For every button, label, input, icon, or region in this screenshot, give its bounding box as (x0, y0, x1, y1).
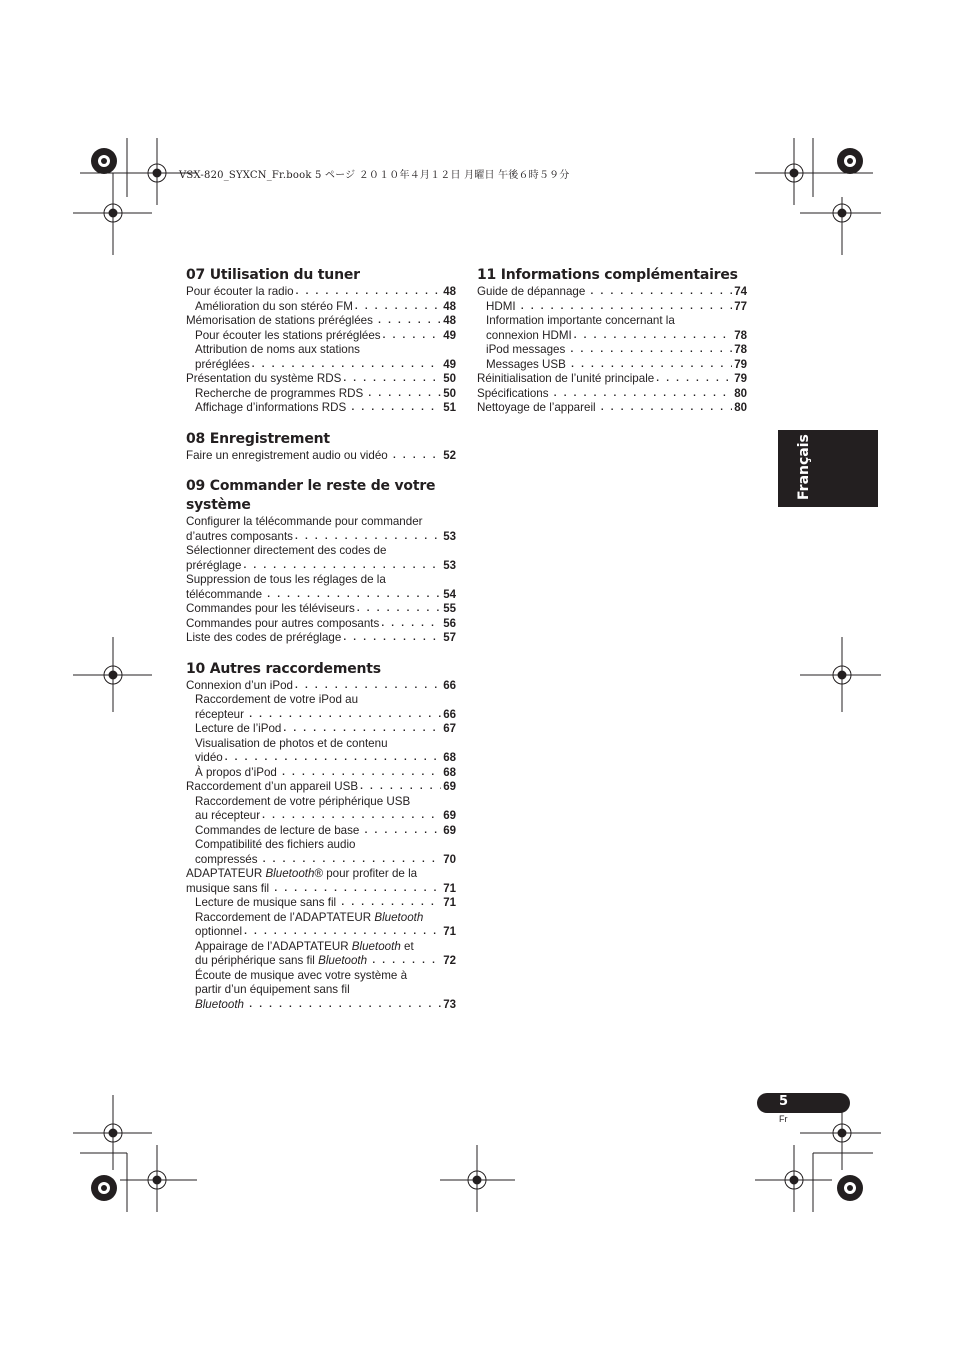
toc-leader-dots (351, 401, 441, 416)
toc-leader-dots (383, 329, 442, 344)
toc-entry-label: HDMI (486, 299, 519, 313)
toc-entry[interactable] (186, 954, 456, 969)
toc-entry-label: Connexion d’un iPod (186, 678, 293, 692)
toc-leader-dots (393, 449, 441, 464)
toc-entry[interactable] (186, 679, 456, 694)
toc-entry-label: récepteur (195, 707, 248, 721)
toc-page-number: 51 (443, 402, 456, 414)
toc-entry[interactable] (186, 969, 456, 984)
toc-entry-label: préréglage (186, 558, 242, 572)
toc-entry-label: iPod messages (486, 343, 569, 356)
toc-entry[interactable] (186, 983, 456, 998)
toc-page-number: 71 (443, 882, 456, 895)
toc-entry[interactable] (477, 401, 747, 416)
toc-leader-dots (521, 300, 732, 315)
toc-page-number: 69 (443, 781, 456, 793)
toc-entry-label: d’autres composants (186, 529, 293, 543)
toc-entry[interactable] (186, 300, 456, 315)
toc-entry-label: Suppression de tous les réglages de la (186, 573, 386, 586)
toc-entry[interactable] (186, 573, 456, 588)
toc-leader-dots (378, 314, 441, 329)
toc-entry-label: au récepteur (195, 809, 261, 822)
toc-entry[interactable] (186, 766, 456, 781)
toc-entry[interactable] (477, 314, 747, 329)
toc-leader-dots (252, 358, 441, 373)
toc-entry[interactable] (186, 617, 456, 632)
toc-leader-dots (343, 372, 441, 387)
toc-entry[interactable] (477, 358, 747, 373)
toc-page-number: 56 (443, 617, 456, 630)
toc-page-number: 48 (443, 300, 456, 313)
toc-entry-label: Information importante concernant la (486, 314, 675, 327)
toc-entry-label: Sélectionner directement des codes de (186, 544, 387, 557)
toc-leader-dots (372, 954, 441, 969)
toc-leader-dots (249, 708, 441, 723)
toc-entry[interactable] (186, 708, 456, 723)
toc-page-number: 70 (443, 853, 456, 866)
toc-leader-dots (225, 751, 441, 766)
toc-leader-dots (263, 853, 441, 868)
toc-page-number: 52 (443, 449, 456, 462)
toc-page-number: 69 (443, 810, 456, 822)
toc-entry[interactable] (477, 329, 747, 344)
toc-leader-dots (295, 679, 441, 694)
toc-entry[interactable] (186, 795, 456, 810)
toc-entry-label: musique sans fil (186, 881, 273, 895)
toc-entry-label: Guide de dépannage (477, 285, 589, 298)
toc-entry-label: Commandes pour les téléviseurs (186, 602, 355, 615)
toc-section (186, 660, 456, 1013)
toc-entry-label: Configurer la télécommande pour commander (186, 515, 423, 528)
toc-entry-label: Faire un enregistrement audio ou vidéo (186, 448, 391, 462)
toc-entry-label: Spécifications (477, 386, 552, 400)
toc-entry[interactable] (186, 387, 456, 402)
section-title: 07 Utilisation du tuner (186, 267, 360, 283)
toc-leader-dots (355, 300, 441, 315)
toc-entry-label: Commandes de lecture de base (195, 823, 363, 837)
toc-page-number: 80 (734, 387, 747, 400)
toc-entry[interactable] (186, 559, 456, 574)
toc-page-number: 68 (443, 752, 456, 764)
toc-entry[interactable] (186, 530, 456, 545)
toc-page-number: 72 (443, 955, 456, 967)
toc-entry[interactable] (477, 343, 747, 358)
toc-page-number: 67 (443, 723, 456, 735)
toc-page-number: 80 (734, 402, 747, 414)
toc-page-number: 49 (443, 358, 456, 371)
toc-leader-dots (249, 998, 441, 1013)
toc-entry[interactable] (477, 387, 747, 402)
language-tab (778, 430, 878, 507)
toc-entry-label: Recherche de programmes RDS (195, 386, 367, 400)
toc-page-number: 50 (443, 387, 456, 400)
toc-page-number: 57 (443, 632, 456, 644)
toc-entry[interactable] (186, 751, 456, 766)
toc-entry-label: Bluetooth (195, 997, 244, 1011)
toc-entry-label: connexion HDMI (486, 328, 572, 342)
toc-leader-dots (360, 780, 441, 795)
toc-entry-label: partir d’un équipement sans fil (195, 983, 350, 996)
toc-leader-dots (282, 766, 441, 781)
toc-leader-dots (244, 925, 441, 940)
toc-entry[interactable] (186, 401, 456, 416)
toc-entry[interactable] (186, 780, 456, 795)
toc-section (186, 477, 456, 646)
toc-entry-label: Présentation du système RDS (186, 372, 342, 385)
toc-entry-label: Réinitialisation de l’unité principale (477, 372, 655, 385)
toc-page-number: 66 (443, 708, 456, 721)
toc-leader-dots (365, 824, 442, 839)
toc-leader-dots (295, 530, 441, 545)
toc-entry[interactable] (186, 693, 456, 708)
toc-entry-label: Liste des codes de préréglage (186, 631, 342, 644)
toc-page-number: 78 (734, 329, 747, 342)
toc-page-number: 55 (443, 603, 456, 615)
toc-leader-dots (283, 722, 441, 737)
toc-entry[interactable] (186, 449, 456, 464)
page-number-pill (757, 1093, 850, 1113)
toc-entry-label: Lecture de l’iPod (195, 722, 282, 735)
toc-entry[interactable] (186, 631, 456, 646)
toc-entry-label: Raccordement de votre iPod au (195, 693, 359, 706)
toc-leader-dots (601, 401, 732, 416)
toc-entry[interactable] (186, 882, 456, 897)
toc-page-number: 53 (443, 559, 456, 572)
toc-entry[interactable] (186, 285, 456, 300)
toc-entry[interactable] (186, 372, 456, 387)
toc-entry-label: À propos d’iPod (195, 765, 281, 779)
toc-page-number: 66 (443, 679, 456, 692)
toc-entry[interactable] (186, 838, 456, 853)
toc-leader-dots (243, 559, 441, 574)
toc-page-number: 50 (443, 373, 456, 385)
toc-entry[interactable] (186, 358, 456, 373)
toc-entry-label: Attribution de noms aux stations (195, 343, 360, 356)
toc-entry-label: Raccordement d’un appareil USB (186, 780, 359, 793)
toc-entry[interactable] (477, 372, 747, 387)
section-title: 09 Commander le reste de votre système (186, 478, 436, 513)
toc-section (186, 266, 456, 416)
toc-entry-label: Pour écouter la radio (186, 285, 294, 298)
toc-leader-dots (381, 617, 441, 632)
toc-entry-label: Écoute de musique avec votre système à (195, 968, 408, 982)
toc-entry-label: compressés (195, 852, 261, 866)
toc-leader-dots (368, 387, 441, 402)
page-language: Fr (779, 1114, 788, 1124)
toc-entry-label: préréglées (195, 357, 250, 371)
toc-entry-label: Compatibilité des fichiers audio (195, 838, 356, 851)
toc-entry[interactable] (186, 515, 456, 530)
toc-entry-label: Nettoyage de l’appareil (477, 401, 599, 414)
toc-entry-label: Lecture de musique sans fil (195, 896, 340, 909)
toc-entry-label: Visualisation de photos et de contenu (195, 736, 388, 750)
toc-page-number: 54 (443, 588, 456, 601)
toc-entry-label: vidéo (195, 751, 223, 764)
toc-page-number: 73 (443, 998, 456, 1011)
toc-entry[interactable] (186, 998, 456, 1013)
toc-leader-dots (296, 285, 442, 300)
toc-leader-dots (574, 329, 733, 344)
toc-entry[interactable] (186, 602, 456, 617)
section-title: 11 Informations complémentaires (477, 267, 738, 283)
toc-entry-label: Raccordement de l’ADAPTATEUR Bluetooth (195, 910, 424, 924)
toc-leader-dots (267, 588, 441, 603)
toc-leader-dots (554, 387, 732, 402)
toc-page-number: 79 (734, 358, 747, 371)
toc-leader-dots (343, 631, 441, 646)
toc-entry[interactable] (186, 809, 456, 824)
toc-section (477, 266, 747, 416)
toc-leader-dots (341, 896, 441, 911)
toc-entry-label: Affichage d’informations RDS (195, 401, 350, 414)
toc-entry[interactable] (186, 867, 456, 882)
toc-entry[interactable] (186, 544, 456, 559)
toc-page-number: 48 (443, 315, 456, 327)
toc-page-number: 69 (443, 824, 456, 837)
toc-entry[interactable] (186, 824, 456, 839)
section-title: 10 Autres raccordements (186, 660, 381, 677)
toc-entry[interactable] (186, 722, 456, 737)
toc-section (186, 430, 456, 464)
toc-page-number: 48 (443, 286, 456, 298)
toc-entry-label: ADAPTATEUR Bluetooth® pour profiter de la (186, 867, 418, 880)
toc-entry[interactable] (186, 940, 456, 955)
toc-leader-dots (571, 358, 732, 373)
toc-entry-label: télécommande (186, 587, 266, 601)
toc-entry-label: Commandes pour autres composants (186, 616, 380, 630)
toc-entry[interactable] (186, 853, 456, 868)
toc-page-number: 71 (443, 897, 456, 909)
toc-right-column (477, 266, 747, 430)
toc-entry[interactable] (477, 300, 747, 315)
toc-leader-dots (262, 809, 441, 824)
toc-entry[interactable] (186, 314, 456, 329)
toc-leader-dots (274, 882, 441, 897)
print-header: VSX-820_SYXCN_Fr.book 5 ページ ２０１０年４月１２日 月曜日 午後６時５９分 (179, 170, 570, 181)
toc-entry[interactable] (477, 285, 747, 300)
toc-leader-dots (357, 602, 441, 617)
toc-page-number: 68 (443, 766, 456, 779)
language-tab-label: Français (796, 434, 812, 500)
toc-entry-label: Messages USB (486, 357, 570, 371)
toc-entry-label: Raccordement de votre périphérique USB (195, 794, 411, 808)
toc-leader-dots (656, 372, 732, 387)
toc-entry[interactable] (186, 896, 456, 911)
toc-page-number: 49 (443, 329, 456, 342)
toc-page-number: 77 (734, 300, 747, 313)
toc-left-column (186, 266, 456, 1026)
toc-entry-label: optionnel (195, 925, 243, 938)
toc-page-number: 74 (734, 286, 747, 298)
toc-leader-dots (571, 343, 733, 358)
toc-page-number: 79 (734, 373, 747, 385)
toc-entry[interactable] (186, 343, 456, 358)
toc-entry[interactable] (186, 329, 456, 344)
toc-entry-label: du périphérique sans fil Bluetooth (195, 954, 368, 967)
toc-entry[interactable] (186, 737, 456, 752)
toc-page-number: 71 (443, 926, 456, 938)
toc-entry[interactable] (186, 925, 456, 940)
toc-page-number: 78 (734, 344, 747, 356)
page-number: 5 (779, 1094, 789, 1109)
toc-page-number: 53 (443, 530, 456, 543)
toc-entry[interactable] (186, 588, 456, 603)
toc-entry[interactable] (186, 911, 456, 926)
section-title: 08 Enregistrement (186, 430, 330, 447)
toc-leader-dots (591, 285, 733, 300)
toc-entry-label: Appairage de l’ADAPTATEUR Bluetooth et (195, 939, 414, 953)
toc-entry-label: Amélioration du son stéréo FM (195, 299, 353, 313)
toc-entry-label: Mémorisation de stations préréglées (186, 314, 377, 327)
toc-entry-label: Pour écouter les stations préréglées (195, 328, 381, 342)
